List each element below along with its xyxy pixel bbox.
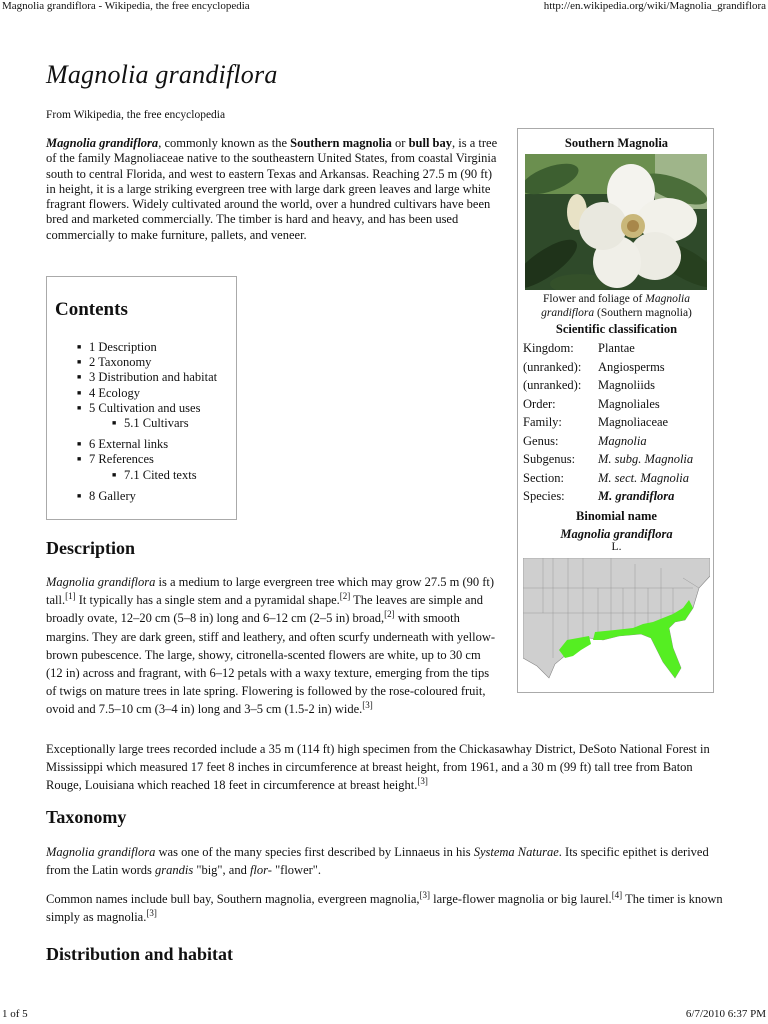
- magnolia-flower-photo[interactable]: [525, 154, 707, 290]
- taxon-row-subgenus: [523, 452, 693, 467]
- print-datetime: 6/7/2010 6:37 PM: [685, 1008, 766, 1020]
- site-subtitle: From Wikipedia, the free encyclopedia: [46, 109, 226, 121]
- taxon-row-genus: [523, 434, 647, 449]
- desc-text-a: is a medium to large evergreen tree which may grow 27.5 m (90 ft) tall.: [46, 575, 495, 608]
- taxon-row-section: [523, 471, 689, 486]
- taxon-value[interactable]: Magnoliales: [598, 396, 660, 411]
- citation-link[interactable]: [2]: [384, 609, 395, 620]
- toc-item-description[interactable]: ■ 1 Description: [77, 340, 217, 355]
- taxon-rank: Subgenus:: [523, 452, 576, 466]
- toc-list: [77, 340, 217, 504]
- lead-name: Magnolia grandiflora: [46, 136, 159, 150]
- toc-item-distribution[interactable]: ■ 3 Distribution and habitat: [77, 370, 217, 385]
- citation-link[interactable]: [3]: [362, 700, 373, 711]
- table-of-contents: [46, 276, 237, 520]
- taxon-row-species: [523, 489, 674, 504]
- header-title: Magnolia grandiflora - Wikipedia, the free encyclopedia: [2, 0, 250, 12]
- lead-common-name-1: Southern magnolia: [290, 136, 392, 150]
- taxon-rank: Section:: [523, 470, 564, 485]
- header-url[interactable]: http://en.wikipedia.org/wiki/Magnolia_grandiflora: [543, 0, 766, 12]
- taxon-value[interactable]: Magnoliids: [598, 378, 655, 392]
- taxon-value[interactable]: M. sect. Magnolia: [598, 470, 689, 485]
- tax-species-name: Magnolia grandiflora: [46, 845, 156, 859]
- lead-paragraph: [46, 136, 502, 243]
- tax-p2-text-b: large-flower magnolia or big laurel.: [430, 892, 612, 906]
- taxon-row-unranked-1: [523, 360, 665, 375]
- taxon-value[interactable]: Angiosperms: [598, 359, 665, 374]
- infobox-title: Southern Magnolia: [564, 136, 669, 150]
- binomial-name: Magnolia grandiflora: [560, 527, 673, 541]
- desc-p2-text: Exceptionally large trees recorded include a 35 m (114 ft) high specimen from the Chickasawhay District, DeSoto National Forest in Mississippi which measured 17 feet 8 inches in circumference at breast height, from 1961, and a 30 m (99 ft) tall tree from Baton Rouge, Louisiana which reached 18 feet in circumference at breast height.: [46, 742, 710, 793]
- taxon-value[interactable]: Magnolia: [598, 433, 647, 448]
- description-paragraph-2: [46, 740, 722, 795]
- toc-item-cultivars[interactable]: ■ 5.1 Cultivars: [77, 416, 217, 431]
- caption-species-name: Magnolia grandiflora: [541, 293, 690, 319]
- desc-text-d: with smooth margins. They are dark green, stiff and leathery, and often scurfy underneath with yellow-brown pubescence. The large, showy, citronella-scented flowers are white, up to 30 cm (12 in) across and fragrant, with 6–12 petals with a waxy texture, emerging from the tips of twigs on mature trees in late spring. Flowering is followed by the rose-coloured fruit, ovoid and 7.5–10 cm (3–4 in) long and 3–5 cm (1.5-2 in) wide.: [46, 611, 496, 717]
- taxon-rank: Genus:: [523, 433, 559, 448]
- tax-text-a: was one of the many species first described by Linnaeus in his: [155, 845, 474, 859]
- taxon-row-unranked-2: [523, 378, 655, 393]
- toc-item-ecology[interactable]: ■ 4 Ecology: [77, 386, 217, 401]
- taxonomy-paragraph-2: [46, 890, 726, 926]
- tax-text-c: "big", and: [193, 863, 250, 878]
- range-map[interactable]: [523, 558, 710, 688]
- toc-item-cultivation[interactable]: ■ 5 Cultivation and uses: [77, 401, 217, 416]
- infobox-caption: [522, 292, 711, 320]
- taxon-rank: Order:: [523, 396, 556, 411]
- taxon-row-kingdom: [523, 341, 635, 356]
- toc-item-gallery[interactable]: ■ 8 Gallery: [77, 489, 217, 504]
- desc-text-c: The leaves are simple and broadly ovate, 12–20 cm (5–8 in) long and 6–12 cm (2–5 in) broad,: [46, 593, 483, 626]
- page-number: 1 of 5: [2, 1008, 28, 1020]
- page-title: Magnolia grandiflora: [46, 60, 278, 89]
- taxon-value[interactable]: Magnoliaceae: [598, 415, 669, 429]
- heading-taxonomy: Taxonomy: [46, 807, 127, 827]
- citation-link[interactable]: [1]: [65, 591, 76, 602]
- heading-description: Description: [46, 538, 135, 558]
- lead-common-name-2: bull bay: [408, 136, 452, 150]
- taxon-rank: Species:: [523, 489, 565, 503]
- tax-latin-word-2: flor-: [249, 863, 272, 878]
- tax-text-b: . Its specific epithet is derived from the Latin words: [46, 845, 709, 878]
- citation-link[interactable]: [3]: [146, 908, 157, 919]
- toc-item-references[interactable]: ■ 7 References: [77, 452, 217, 467]
- tax-p2-text-c: The timer is known simply as magnolia.: [46, 892, 723, 925]
- citation-link[interactable]: [4]: [611, 889, 623, 900]
- taxon-rank: (unranked):: [523, 378, 582, 392]
- toc-title: Contents: [55, 299, 128, 320]
- taxon-rank: Kingdom:: [523, 341, 574, 355]
- taxon-row-family: [523, 415, 668, 430]
- toc-item-cited-texts[interactable]: ■ 7.1 Cited texts: [77, 468, 217, 483]
- tax-p2-text-a: Common names include bull bay, Southern magnolia, evergreen magnolia,: [46, 892, 420, 906]
- tax-book-title: Systema Naturae: [473, 845, 559, 859]
- citation-link[interactable]: [3]: [419, 889, 431, 900]
- toc-item-taxonomy[interactable]: ■ 2 Taxonomy: [77, 355, 217, 370]
- taxon-rank: Family:: [523, 415, 562, 429]
- taxon-value: M. grandiflora: [598, 489, 675, 503]
- taxon-value[interactable]: Plantae: [598, 341, 635, 355]
- binomial-name-heading: Binomial name: [576, 509, 657, 523]
- lead-text-3: , is a tree of the family Magnoliaceae native to the southeastern United States, from coastal Virginia south to central Florida, and west to eastern Texas and Arkansas. Reaching 27.5 m (90 ft) in height, it is a large striking evergreen tree with large dark green leaves and large white fragrant flowers. Widely cultivated around the world, over a hundred cultivars have been bred and marketed commercially. The timber is hard and heavy, and has been used commercially to make furniture, pallets, and veneer.: [46, 136, 498, 242]
- heading-distribution: Distribution and habitat: [46, 944, 234, 964]
- taxon-value[interactable]: M. subg. Magnolia: [598, 452, 694, 466]
- caption-text-b: (Southern magnolia): [594, 307, 692, 319]
- binomial-authority[interactable]: L.: [611, 541, 622, 553]
- lead-text-1: , commonly known as the: [158, 136, 291, 150]
- scientific-classification-heading: Scientific classification: [555, 322, 678, 336]
- desc-species-name: Magnolia grandiflora: [46, 575, 156, 589]
- toc-item-external-links[interactable]: ■ 6 External links: [77, 437, 217, 452]
- citation-link[interactable]: [3]: [417, 776, 428, 787]
- caption-text-a: Flower and foliage of: [543, 293, 646, 305]
- infobox: [517, 128, 714, 693]
- taxon-rank: (unranked):: [523, 359, 582, 374]
- taxonomy-paragraph-1: [46, 843, 726, 879]
- lead-text-2: or: [391, 136, 409, 150]
- description-paragraph-1: [46, 573, 498, 719]
- tax-latin-word-1: grandis: [155, 863, 194, 878]
- taxon-row-order: [523, 397, 660, 412]
- tax-text-d: "flower".: [271, 863, 322, 878]
- citation-link[interactable]: [2]: [339, 591, 351, 602]
- desc-text-b: It typically has a single stem and a pyramidal shape.: [75, 593, 340, 608]
